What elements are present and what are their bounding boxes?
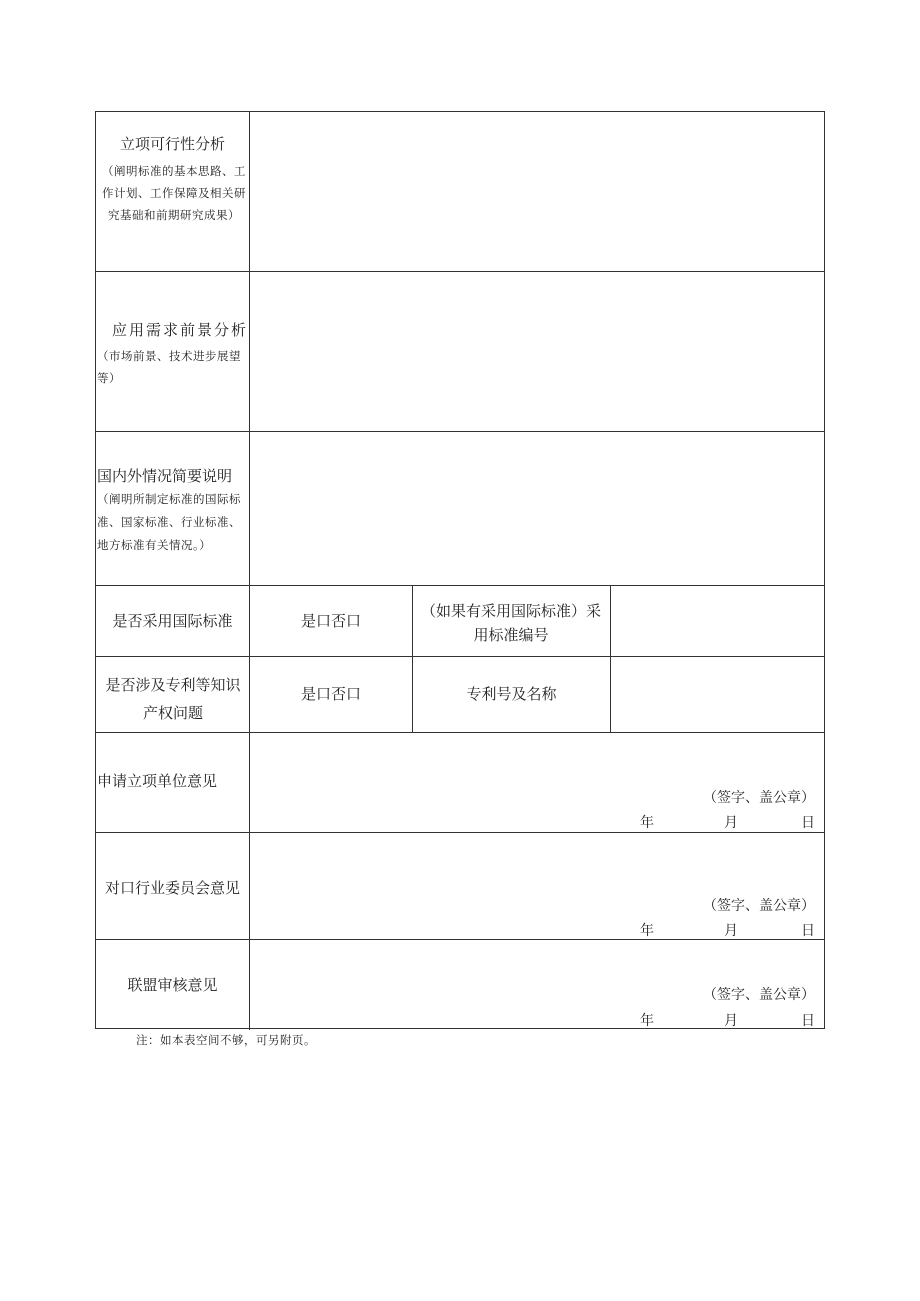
patent-number-input[interactable] <box>611 657 825 732</box>
footnote: 注：如本表空间不够，可另附页。 <box>136 1033 316 1047</box>
alliance-date-month: 月 <box>724 1013 738 1029</box>
intl-standard-choice[interactable]: 是口否口 <box>300 612 361 630</box>
intl-standard-number-label: （如果有采用国际标准）采用标准编号 <box>420 602 601 644</box>
domestic-input-area[interactable] <box>250 432 825 585</box>
prospect-note: （市场前景、技术进步展望等） <box>97 349 241 385</box>
alliance-sign-label: （签字、盖公章） <box>703 987 815 1003</box>
applicant-opinion-title: 申请立项单位意见 <box>97 772 218 790</box>
committee-sign-label: （签字、盖公章） <box>703 898 815 914</box>
committee-opinion-area[interactable] <box>250 833 825 939</box>
applicant-date-day: 日 <box>801 815 815 831</box>
domestic-note: （阐明所制定标准的国际标准、国家标准、行业标准、地方标准有关情况。） <box>97 492 241 552</box>
committee-date-day: 日 <box>801 923 815 939</box>
intl-standard-number-input[interactable] <box>611 586 825 656</box>
committee-date-year: 年 <box>640 923 654 939</box>
committee-opinion-title: 对口行业委员会意见 <box>104 879 240 897</box>
feasibility-note: （阐明标准的基本思路、工作计划、工作保障及相关研究基础和前期研究成果） <box>102 164 246 222</box>
applicant-date-month: 月 <box>724 815 738 831</box>
patent-title: 是否涉及专利等知识产权问题 <box>105 676 241 722</box>
applicant-opinion-area[interactable] <box>250 733 825 832</box>
domestic-title: 国内外情况简要说明 <box>97 467 233 485</box>
alliance-date-year: 年 <box>640 1013 654 1029</box>
applicant-sign-label: （签字、盖公章） <box>703 790 815 806</box>
patent-number-label: 专利号及名称 <box>466 685 557 703</box>
committee-date-month: 月 <box>724 923 738 939</box>
prospect-input-area[interactable] <box>250 272 825 431</box>
feasibility-label-cell <box>96 112 249 271</box>
application-form-table <box>95 111 825 1029</box>
prospect-label-cell <box>96 272 249 431</box>
alliance-review-area[interactable] <box>250 940 825 1029</box>
applicant-date-year: 年 <box>640 815 654 831</box>
domestic-label-cell <box>96 432 249 585</box>
alliance-review-title: 联盟审核意见 <box>127 976 218 994</box>
intl-standard-title: 是否采用国际标准 <box>112 612 233 630</box>
feasibility-input-area[interactable] <box>250 112 825 271</box>
prospect-title: 应用需求前景分析 <box>112 321 249 339</box>
patent-choice[interactable]: 是口否口 <box>300 685 361 703</box>
alliance-date-day: 日 <box>801 1013 815 1029</box>
feasibility-title: 立项可行性分析 <box>119 135 225 153</box>
